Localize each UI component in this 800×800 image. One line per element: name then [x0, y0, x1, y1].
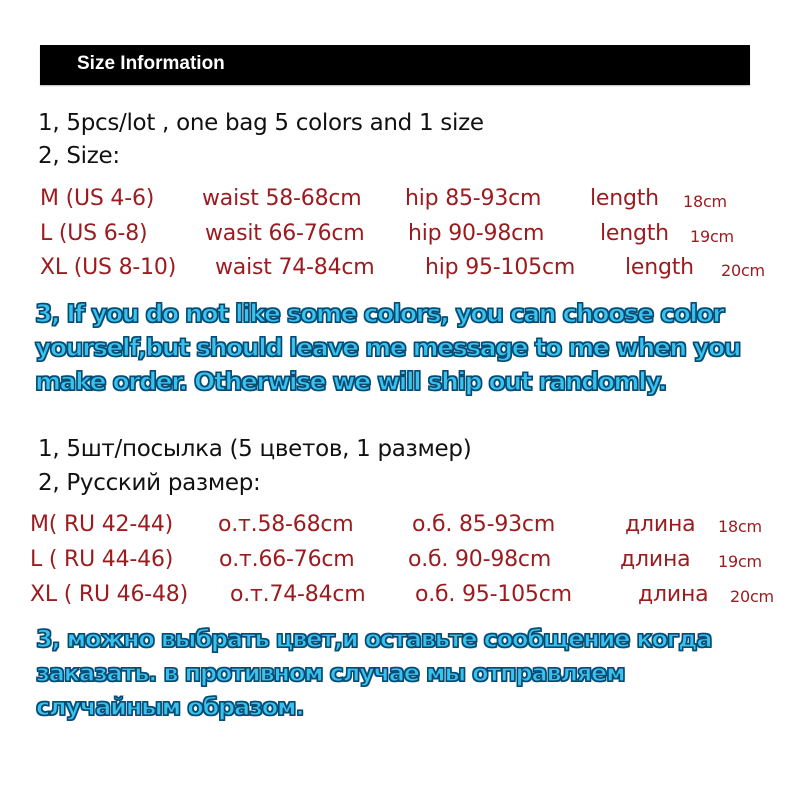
hip-value: о.б. 95-105cm [415, 582, 572, 607]
length-value: 19cm [718, 552, 762, 571]
length-label: длина [620, 547, 691, 572]
russian-size-row-l [0, 547, 800, 577]
length-value: 20cm [721, 261, 765, 280]
size-label: L (US 6-8) [40, 221, 148, 246]
waist-value: о.т.66-76cm [219, 547, 355, 572]
size-label: XL ( RU 46-48) [30, 582, 188, 607]
hip-value: о.б. 90-98cm [408, 547, 552, 572]
hip-value: hip 90-98cm [408, 221, 545, 246]
english-color-note-line-3: make order. Otherwise we will ship out randomly. [35, 367, 667, 396]
russian-size-row-m [0, 512, 800, 542]
length-label: длина [638, 582, 709, 607]
russian-size-row-xl [0, 582, 800, 612]
length-label: длина [625, 512, 696, 537]
length-value: 19cm [690, 227, 734, 246]
russian-color-note-line-2: заказать. в противном случае мы отправляем [36, 659, 625, 687]
english-color-note-line-2: yourself,but should leave me message to me when you [35, 333, 741, 362]
header-title: Size Information [77, 53, 225, 74]
size-label: M (US 4-6) [40, 186, 155, 211]
english-lot-info: 1, 5pcs/lot , one bag 5 colors and 1 size [38, 110, 484, 136]
waist-value: waist 74-84cm [215, 255, 375, 280]
english-size-row-l [0, 221, 800, 251]
russian-color-note-line-3: случайным образом. [36, 693, 304, 721]
length-label: length [625, 255, 694, 280]
length-label: length [600, 221, 669, 246]
russian-lot-info: 1, 5шт/посылка (5 цветов, 1 размер) [38, 436, 472, 462]
waist-value: о.т.74-84cm [230, 582, 366, 607]
waist-value: waist 58-68cm [202, 186, 362, 211]
hip-value: hip 85-93cm [405, 186, 542, 211]
hip-value: hip 95-105cm [425, 255, 576, 280]
size-label: M( RU 42-44) [30, 512, 174, 537]
length-label: length [590, 186, 659, 211]
english-size-heading: 2, Size: [38, 143, 120, 169]
waist-value: о.т.58-68cm [218, 512, 354, 537]
russian-color-note-line-1: 3, можно выбрать цвет,и оставьте сообщение когда [36, 625, 712, 653]
size-label: XL (US 8-10) [40, 255, 177, 280]
english-color-note-line-1: 3, If you do not like some colors, you can choose color [35, 299, 724, 328]
length-value: 18cm [683, 192, 727, 211]
length-value: 18cm [718, 517, 762, 536]
size-label: L ( RU 44-46) [30, 547, 174, 572]
english-size-row-m [0, 186, 800, 216]
russian-size-heading: 2, Русский размер: [38, 470, 261, 496]
waist-value: wasit 66-76cm [205, 221, 365, 246]
english-size-row-xl [0, 255, 800, 285]
length-value: 20cm [730, 587, 774, 606]
hip-value: о.б. 85-93cm [412, 512, 556, 537]
size-information-header [40, 45, 750, 85]
